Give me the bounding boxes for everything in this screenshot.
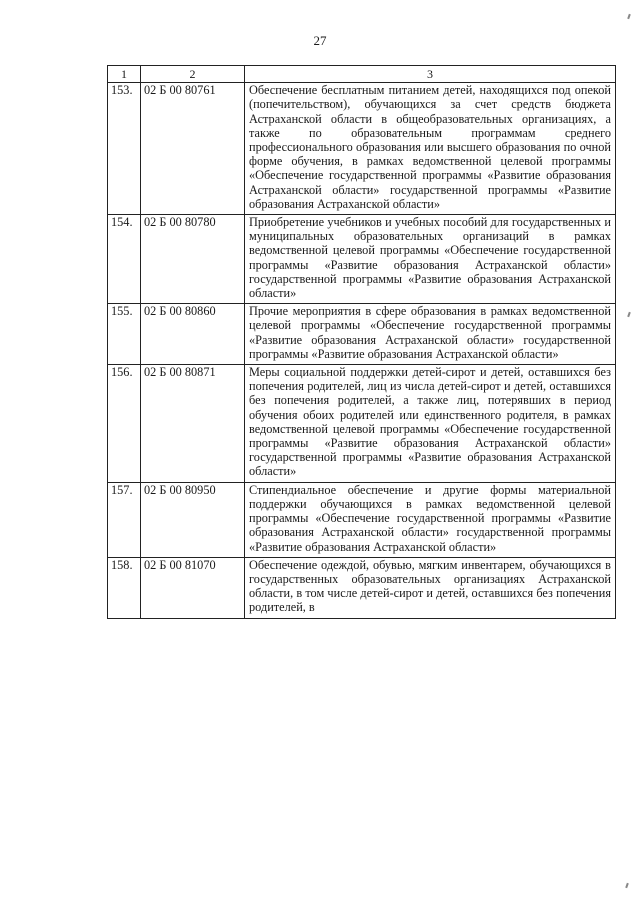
budget-classification-table [107, 65, 616, 619]
scan-mark [627, 14, 631, 19]
classification-code: 02 Б 00 80871 [141, 365, 245, 483]
column-header: 2 [141, 66, 245, 83]
scan-mark [627, 312, 631, 317]
column-header: 3 [245, 66, 616, 83]
row-number: 153. [108, 83, 141, 215]
column-header: 1 [108, 66, 141, 83]
table-row [108, 215, 616, 304]
classification-code: 02 Б 00 81070 [141, 557, 245, 618]
row-number: 156. [108, 365, 141, 483]
row-number: 155. [108, 304, 141, 365]
expense-description: Прочие мероприятия в сфере образования в рамках ведомственной целевой программы «Обеспечение государственной программы «Развитие образования Астраханской области» государственной программы «Развитие образования Астраханской области» [245, 304, 616, 365]
expense-description: Меры социальной поддержки детей-сирот и детей, оставшихся без попечения родителей, лиц из числа детей-сирот и детей, оставшихся без попечения родителей, а также лиц, потерявших в период обучения обоих родителей или единственного родителя, в рамках ведомственной целевой программы «Обеспечение государственной программы «Развитие образования Астраханской области» государственной программы «Развитие образования Астраханской области» [245, 365, 616, 483]
classification-code: 02 Б 00 80860 [141, 304, 245, 365]
row-number: 157. [108, 482, 141, 557]
table-row [108, 365, 616, 483]
table-row [108, 83, 616, 215]
table-row [108, 304, 616, 365]
expense-description: Стипендиальное обеспечение и другие формы материальной поддержки обучающихся в рамках ведомственной целевой программы «Обеспечение государственной программы «Развитие образования Астраханской области» государственной программы «Развитие образования Астраханской области» [245, 482, 616, 557]
row-number: 158. [108, 557, 141, 618]
table-header-row [108, 66, 616, 83]
expense-description: Приобретение учебников и учебных пособий для государственных и муниципальных образовательных организаций в рамках ведомственной целевой программы «Обеспечение государственной программы «Развитие образования Астраханской области» государственной программы «Развитие образования Астраханской области» [245, 215, 616, 304]
table-row [108, 482, 616, 557]
classification-code: 02 Б 00 80950 [141, 482, 245, 557]
table-row [108, 557, 616, 618]
scan-mark [625, 883, 629, 888]
row-number: 154. [108, 215, 141, 304]
classification-code: 02 Б 00 80780 [141, 215, 245, 304]
expense-description: Обеспечение бесплатным питанием детей, находящихся под опекой (попечительством), обучающихся за счет средств бюджета Астраханской области в общеобразовательных организациях, а также по образовательным программам среднего профессионального образования или высшего образования по очной форме обучения, в рамках ведомственной целевой программы «Обеспечение государственной программы «Развитие образования Астраханской области» государственной программы «Развитие образования Астраханской области» [245, 83, 616, 215]
expense-description: Обеспечение одеждой, обувью, мягким инвентарем, обучающихся в государственных образовательных организациях Астраханской области, в том числе детей-сирот и детей, оставшихся без попечения родителей, в [245, 557, 616, 618]
classification-code: 02 Б 00 80761 [141, 83, 245, 215]
page-number: 27 [313, 33, 327, 48]
